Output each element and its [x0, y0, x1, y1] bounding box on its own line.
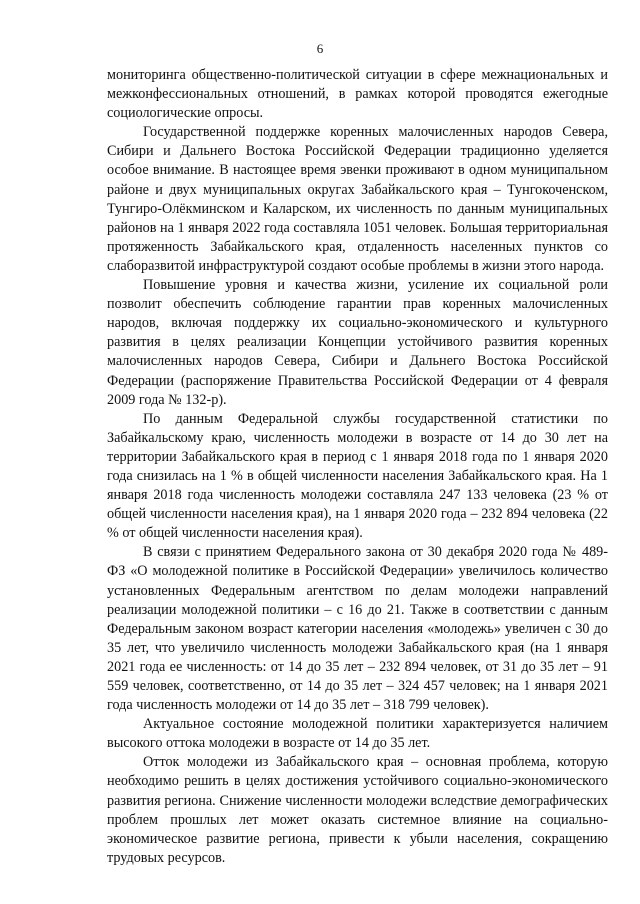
- paragraph-7: Отток молодежи из Забайкальского края – основная проблема, которую необходимо решить в целях достижения устойчивого социально-экономического развития региона. Снижение численности молодежи вследствие демографических проблем прошлых лет может оказать системное влияние на социально-экономическое развитие региона, привести к убыли населения, сокращению трудовых ресурсов.: [107, 754, 608, 866]
- paragraph-6: Актуальное состояние молодежной политики характеризуется наличием высокого оттока молодежи в возрасте от 14 до 35 лет.: [107, 716, 608, 752]
- document-body: [107, 66, 608, 868]
- paragraph-4: По данным Федеральной службы государственной статистики по Забайкальскому краю, численность молодежи в возрасте от 14 до 30 лет на территории Забайкальского края в период с 1 января 2018 года по 1 января 2020 года снизилась на 1 % в общей численности населения Забайкальского края. На 1 января 2018 года численность молодежи составляла 247 133 человека (23 % от общей численности населения края), на 1 января 2020 года – 232 894 человека (22 % от общей численности населения края).: [107, 410, 608, 542]
- paragraph-1: мониторинга общественно-политической ситуации в сфере межнациональных и межконфессиональных отношений, в рамках которой проводятся ежегодные социологические опросы.: [107, 67, 608, 122]
- paragraph-3: Повышение уровня и качества жизни, усиление их социальной роли позволит обеспечить соблюдение гарантии прав коренных малочисленных народов, включая поддержку их социально-экономического и культурного развития в целях реализации Концепции устойчивого развития коренных малочисленных народов Севера, Сибири и Дальнего Востока Российской Федерации (распоряжение Правительства Российской Федерации от 4 февраля 2009 года № 132-р).: [107, 277, 608, 408]
- page-number: 6: [316, 41, 324, 56]
- paragraph-5: В связи с принятием Федерального закона от 30 декабря 2020 года № 489-ФЗ «О молодежной политике в Российской Федерации» увеличилось количество установленных Федеральным агентством по делам молодежи направлений реализации молодежной политики – с 16 до 21. Также в соответствии с данным Федеральным законом возраст категории населения «молодежь» увеличен с 30 до 35 лет, что увеличило численность молодежи Забайкальского края (на 1 января 2021 года ее численность: от 14 до 35 лет – 232 894 человек, от 31 до 35 лет – 91 559 человек, соответственно, от 14 до 35 лет – 324 457 человек; на 1 января 2021 года численность молодежи от 14 до 35 лет – 318 799 человек).: [107, 544, 608, 714]
- paragraph-2: Государственной поддержке коренных малочисленных народов Севера, Сибири и Дальнего Востока Российской Федерации традиционно уделяется особое внимание. В настоящее время эвенки проживают в одном муниципальном районе и двух муниципальных округах Забайкальского края – Тунгокоченском, Тунгиро-Олёкминском и Каларском, их численность по данным муниципальных районов на 1 января 2022 года составляла 1051 человек. Большая территориальная протяженность Забайкальского края, отдаленность населенных пунктов со слаборазвитой инфраструктурой создают особые проблемы в жизни этого народа.: [107, 124, 608, 274]
